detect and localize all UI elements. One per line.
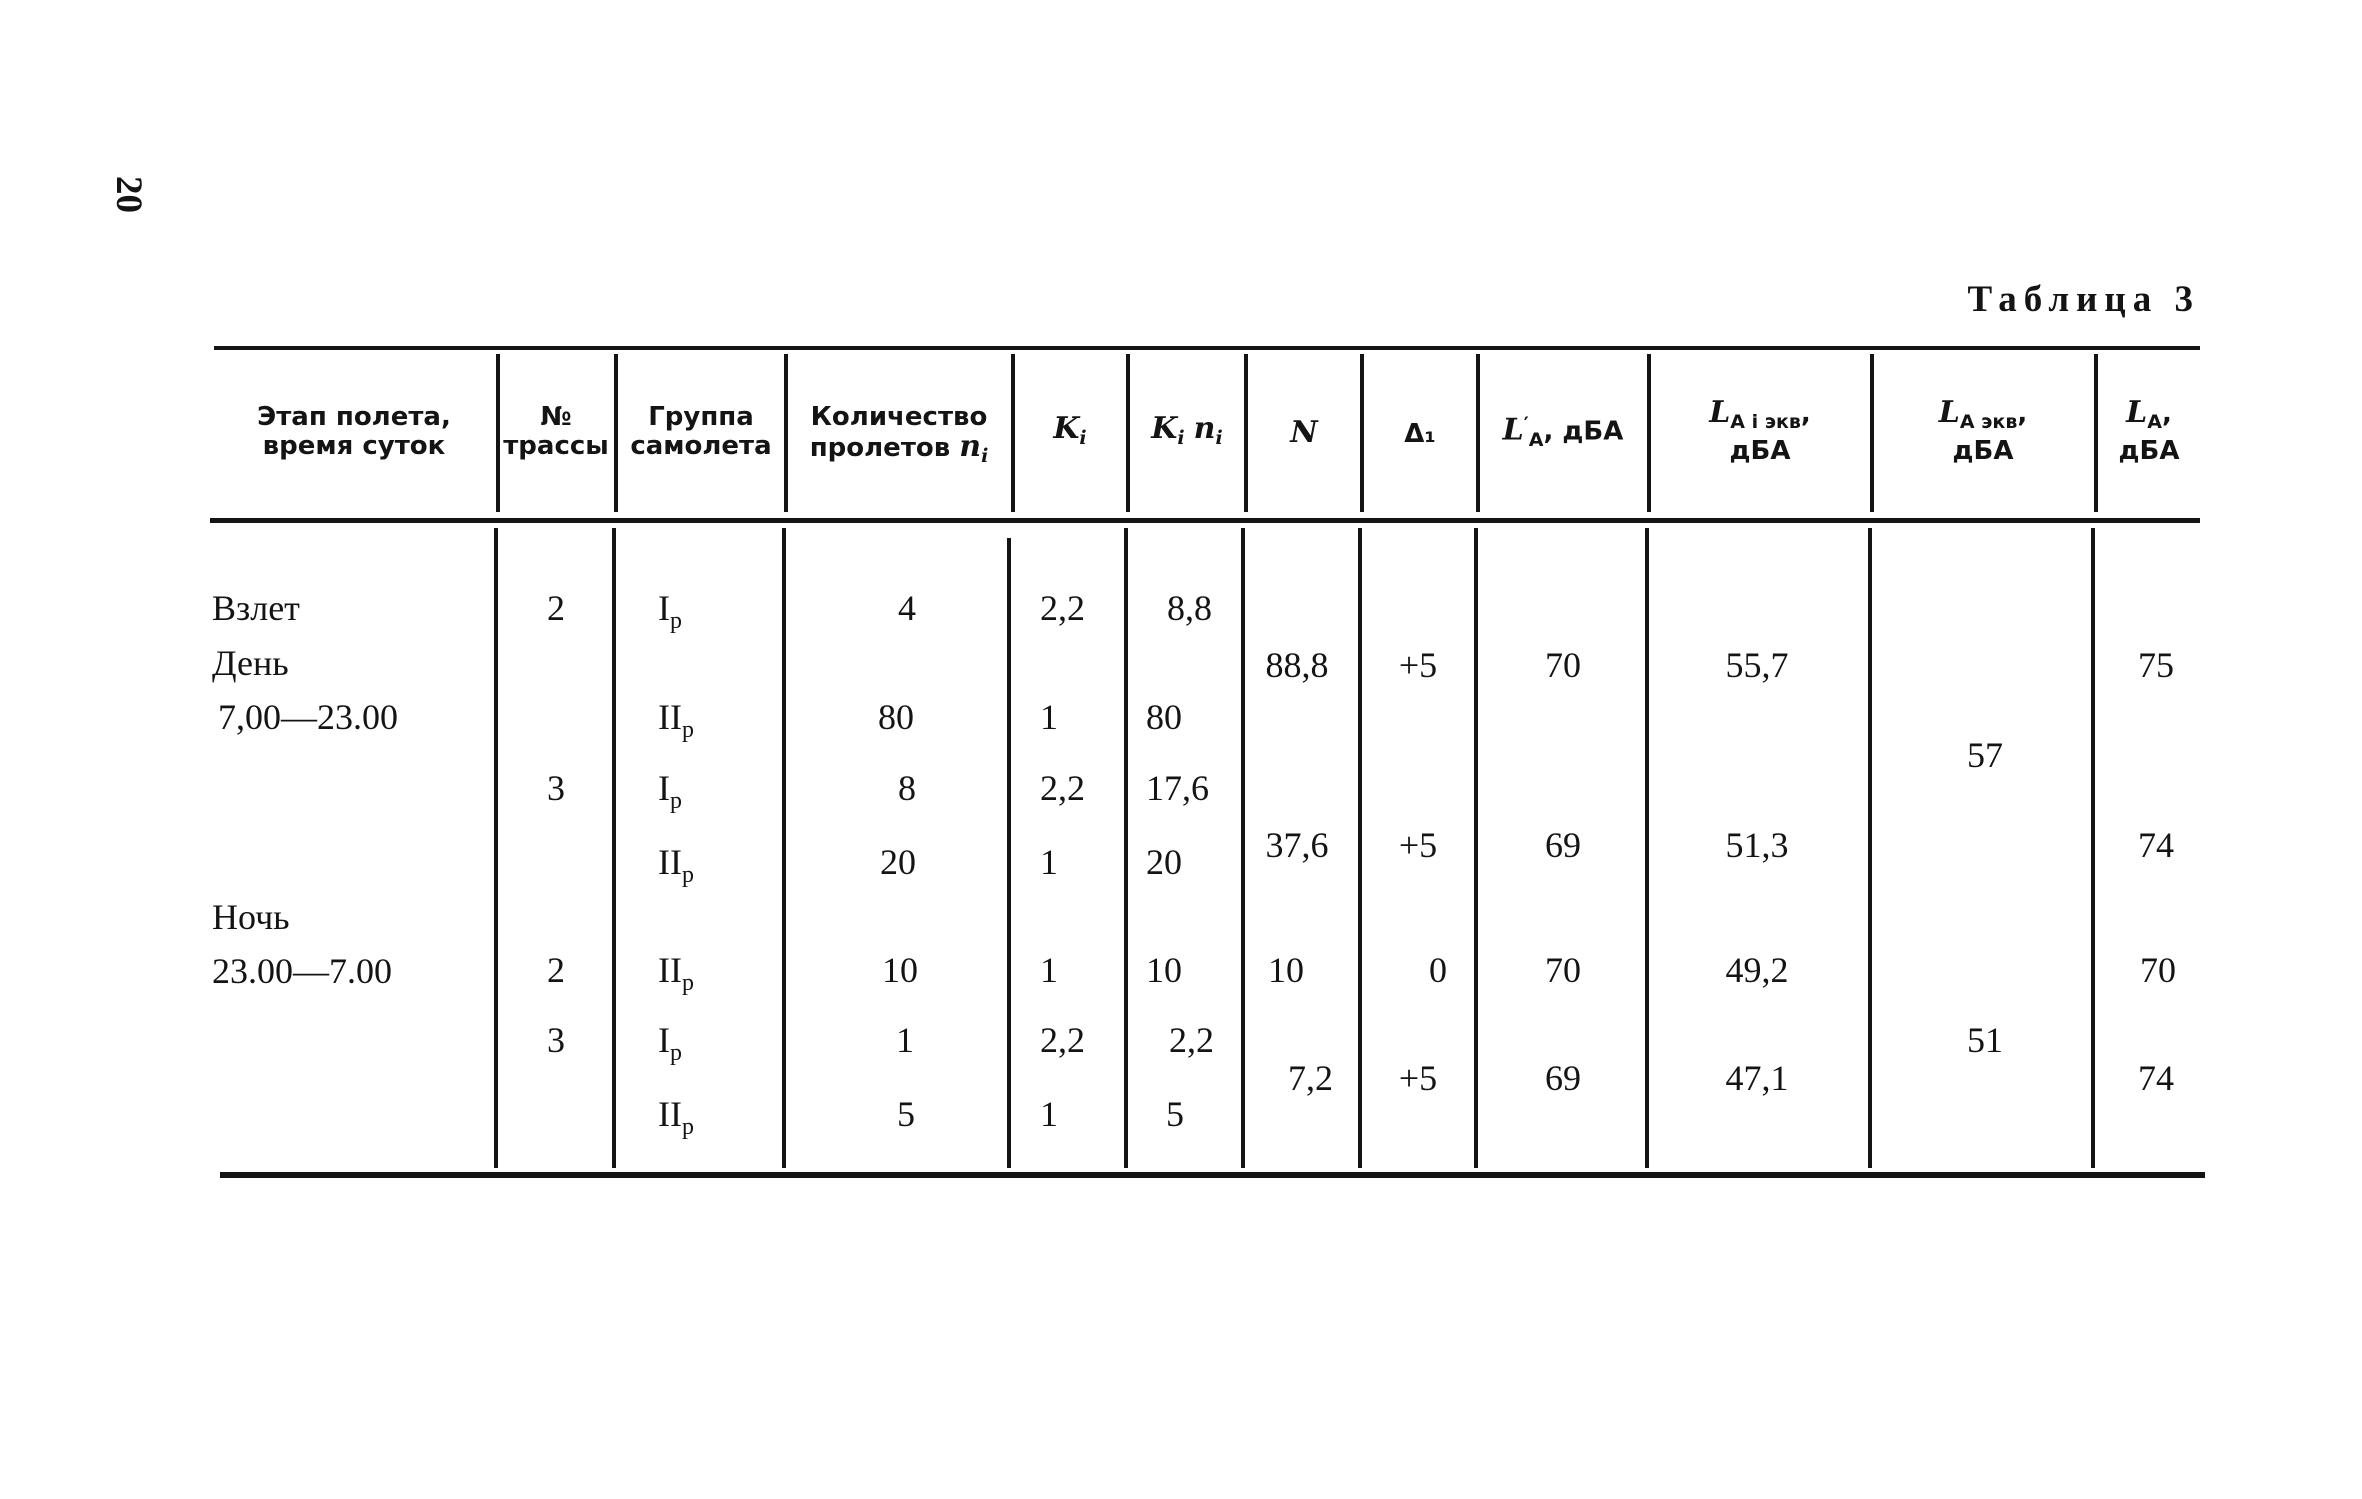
table-cell-delta: 0: [1429, 950, 1447, 990]
header-la-eq: $L_{A экв}$, дБА: [1938, 395, 2028, 467]
table-cell-track: 2: [547, 950, 565, 990]
table-cell-count: 8: [898, 768, 916, 808]
table-cell-la: 70: [2140, 950, 2176, 990]
header-la-prime: $L'_A$, дБА: [1502, 412, 1624, 451]
table-cell-kn: 2,2: [1169, 1020, 1214, 1060]
table-cell-la-eq-day: 57: [1967, 735, 2003, 775]
table-cell-la-i-eq: 55,7: [1725, 645, 1789, 685]
table-cell-la-prime: 70: [1545, 645, 1581, 685]
table-cell-k: 2,2: [1040, 768, 1085, 808]
body-col-divider: [1241, 528, 1245, 1168]
table-cell-count: 1: [896, 1020, 914, 1060]
table-cell-N: 37,6: [1265, 825, 1329, 865]
header-k: $K_i$: [1053, 411, 1087, 450]
table-cell-la-eq-night: 51: [1967, 1020, 2003, 1060]
table-cell-group: $II_р$: [658, 950, 694, 997]
stage-day: День: [212, 643, 289, 683]
table-cell-kn: 8,8: [1167, 588, 1212, 628]
table-cell-group: $I_р$: [658, 768, 682, 815]
header-count: Количество пролетов $n_i$: [809, 402, 989, 468]
body-col-divider: [1868, 528, 1872, 1168]
body-col-divider: [1124, 528, 1128, 1168]
table-cell-k: 1: [1040, 950, 1058, 990]
table-cell-la-prime: 70: [1545, 950, 1581, 990]
table-cell-group: $II_р$: [658, 1094, 694, 1141]
table-cell-delta: +5: [1398, 825, 1438, 865]
table-cell-delta: +5: [1398, 1058, 1438, 1098]
table-cell-N: 88,8: [1265, 645, 1329, 685]
header-delta: Δ₁: [1404, 419, 1436, 449]
header-kn: $K_i$ $n_i$: [1151, 411, 1223, 450]
table-cell-k: 2,2: [1040, 588, 1085, 628]
stage-night-time: 23.00—7.00: [212, 951, 392, 991]
table-cell-group: $I_р$: [658, 588, 682, 635]
table-cell-k: 1: [1040, 697, 1058, 737]
table-cell-kn: 17,6: [1146, 768, 1209, 808]
body-col-divider: [2091, 528, 2095, 1168]
header-la: $L_A$, дБА: [2118, 395, 2180, 467]
body-col-divider: [494, 528, 498, 1168]
table-cell-group: $II_р$: [658, 842, 694, 889]
table-cell-count: 20: [880, 842, 916, 882]
table-cell-N: 7,2: [1288, 1058, 1333, 1098]
table-cell-k: 1: [1040, 1094, 1058, 1134]
table-cell-count: 5: [897, 1094, 915, 1134]
table-caption: Таблица 3: [1967, 279, 2200, 320]
header-rule: [210, 518, 2200, 523]
header-stage: Этап полета, время суток: [257, 402, 451, 461]
stage-day-time: 7,00—23.00: [218, 697, 398, 737]
stage-takeoff: Взлет: [212, 588, 300, 628]
body-col-divider: [1645, 528, 1649, 1168]
table-cell-la: 74: [2138, 825, 2174, 865]
bottom-rule: [220, 1172, 2205, 1178]
table-cell-count: 4: [898, 588, 916, 628]
table-cell-k: 1: [1040, 842, 1058, 882]
header-group: Группа самолета: [630, 402, 772, 461]
table-cell-kn: 80: [1146, 697, 1182, 737]
table-cell-la: 75: [2138, 645, 2174, 685]
table-cell-la: 74: [2138, 1058, 2174, 1098]
header-n: N: [1290, 415, 1318, 450]
table-cell-la-prime: 69: [1545, 825, 1581, 865]
table-cell-N: 10: [1268, 950, 1304, 990]
body-col-divider: [612, 528, 616, 1168]
table-cell-track: 3: [547, 1020, 565, 1060]
body-col-divider: [1474, 528, 1478, 1168]
stage-night: Ночь: [212, 897, 290, 937]
table-cell-la-prime: 69: [1545, 1058, 1581, 1098]
table-cell-delta: +5: [1398, 645, 1438, 685]
header-track: № трассы: [503, 402, 609, 461]
table-cell-la-i-eq: 51,3: [1725, 825, 1789, 865]
table-cell-kn: 20: [1146, 842, 1182, 882]
table-cell-kn: 10: [1146, 950, 1182, 990]
table-cell-count: 80: [878, 697, 914, 737]
table-cell-la-i-eq: 49,2: [1725, 950, 1789, 990]
body-col-divider: [782, 528, 786, 1168]
header-la-i-eq: $L_{A i экв}$, дБА: [1709, 395, 1811, 467]
table-cell-track: 3: [547, 768, 565, 808]
table-cell-la-i-eq: 47,1: [1725, 1058, 1789, 1098]
table-cell-track: 2: [547, 588, 565, 628]
table-cell-count: 10: [882, 950, 918, 990]
body-col-divider: [1007, 538, 1011, 1168]
page-number: 20: [108, 176, 149, 213]
table-cell-group: $II_р$: [658, 697, 694, 744]
table-cell-k: 2,2: [1040, 1020, 1085, 1060]
table-cell-kn: 5: [1166, 1094, 1184, 1134]
body-col-divider: [1358, 528, 1362, 1168]
top-rule: [214, 346, 2200, 350]
table-cell-group: $I_р$: [658, 1020, 682, 1067]
